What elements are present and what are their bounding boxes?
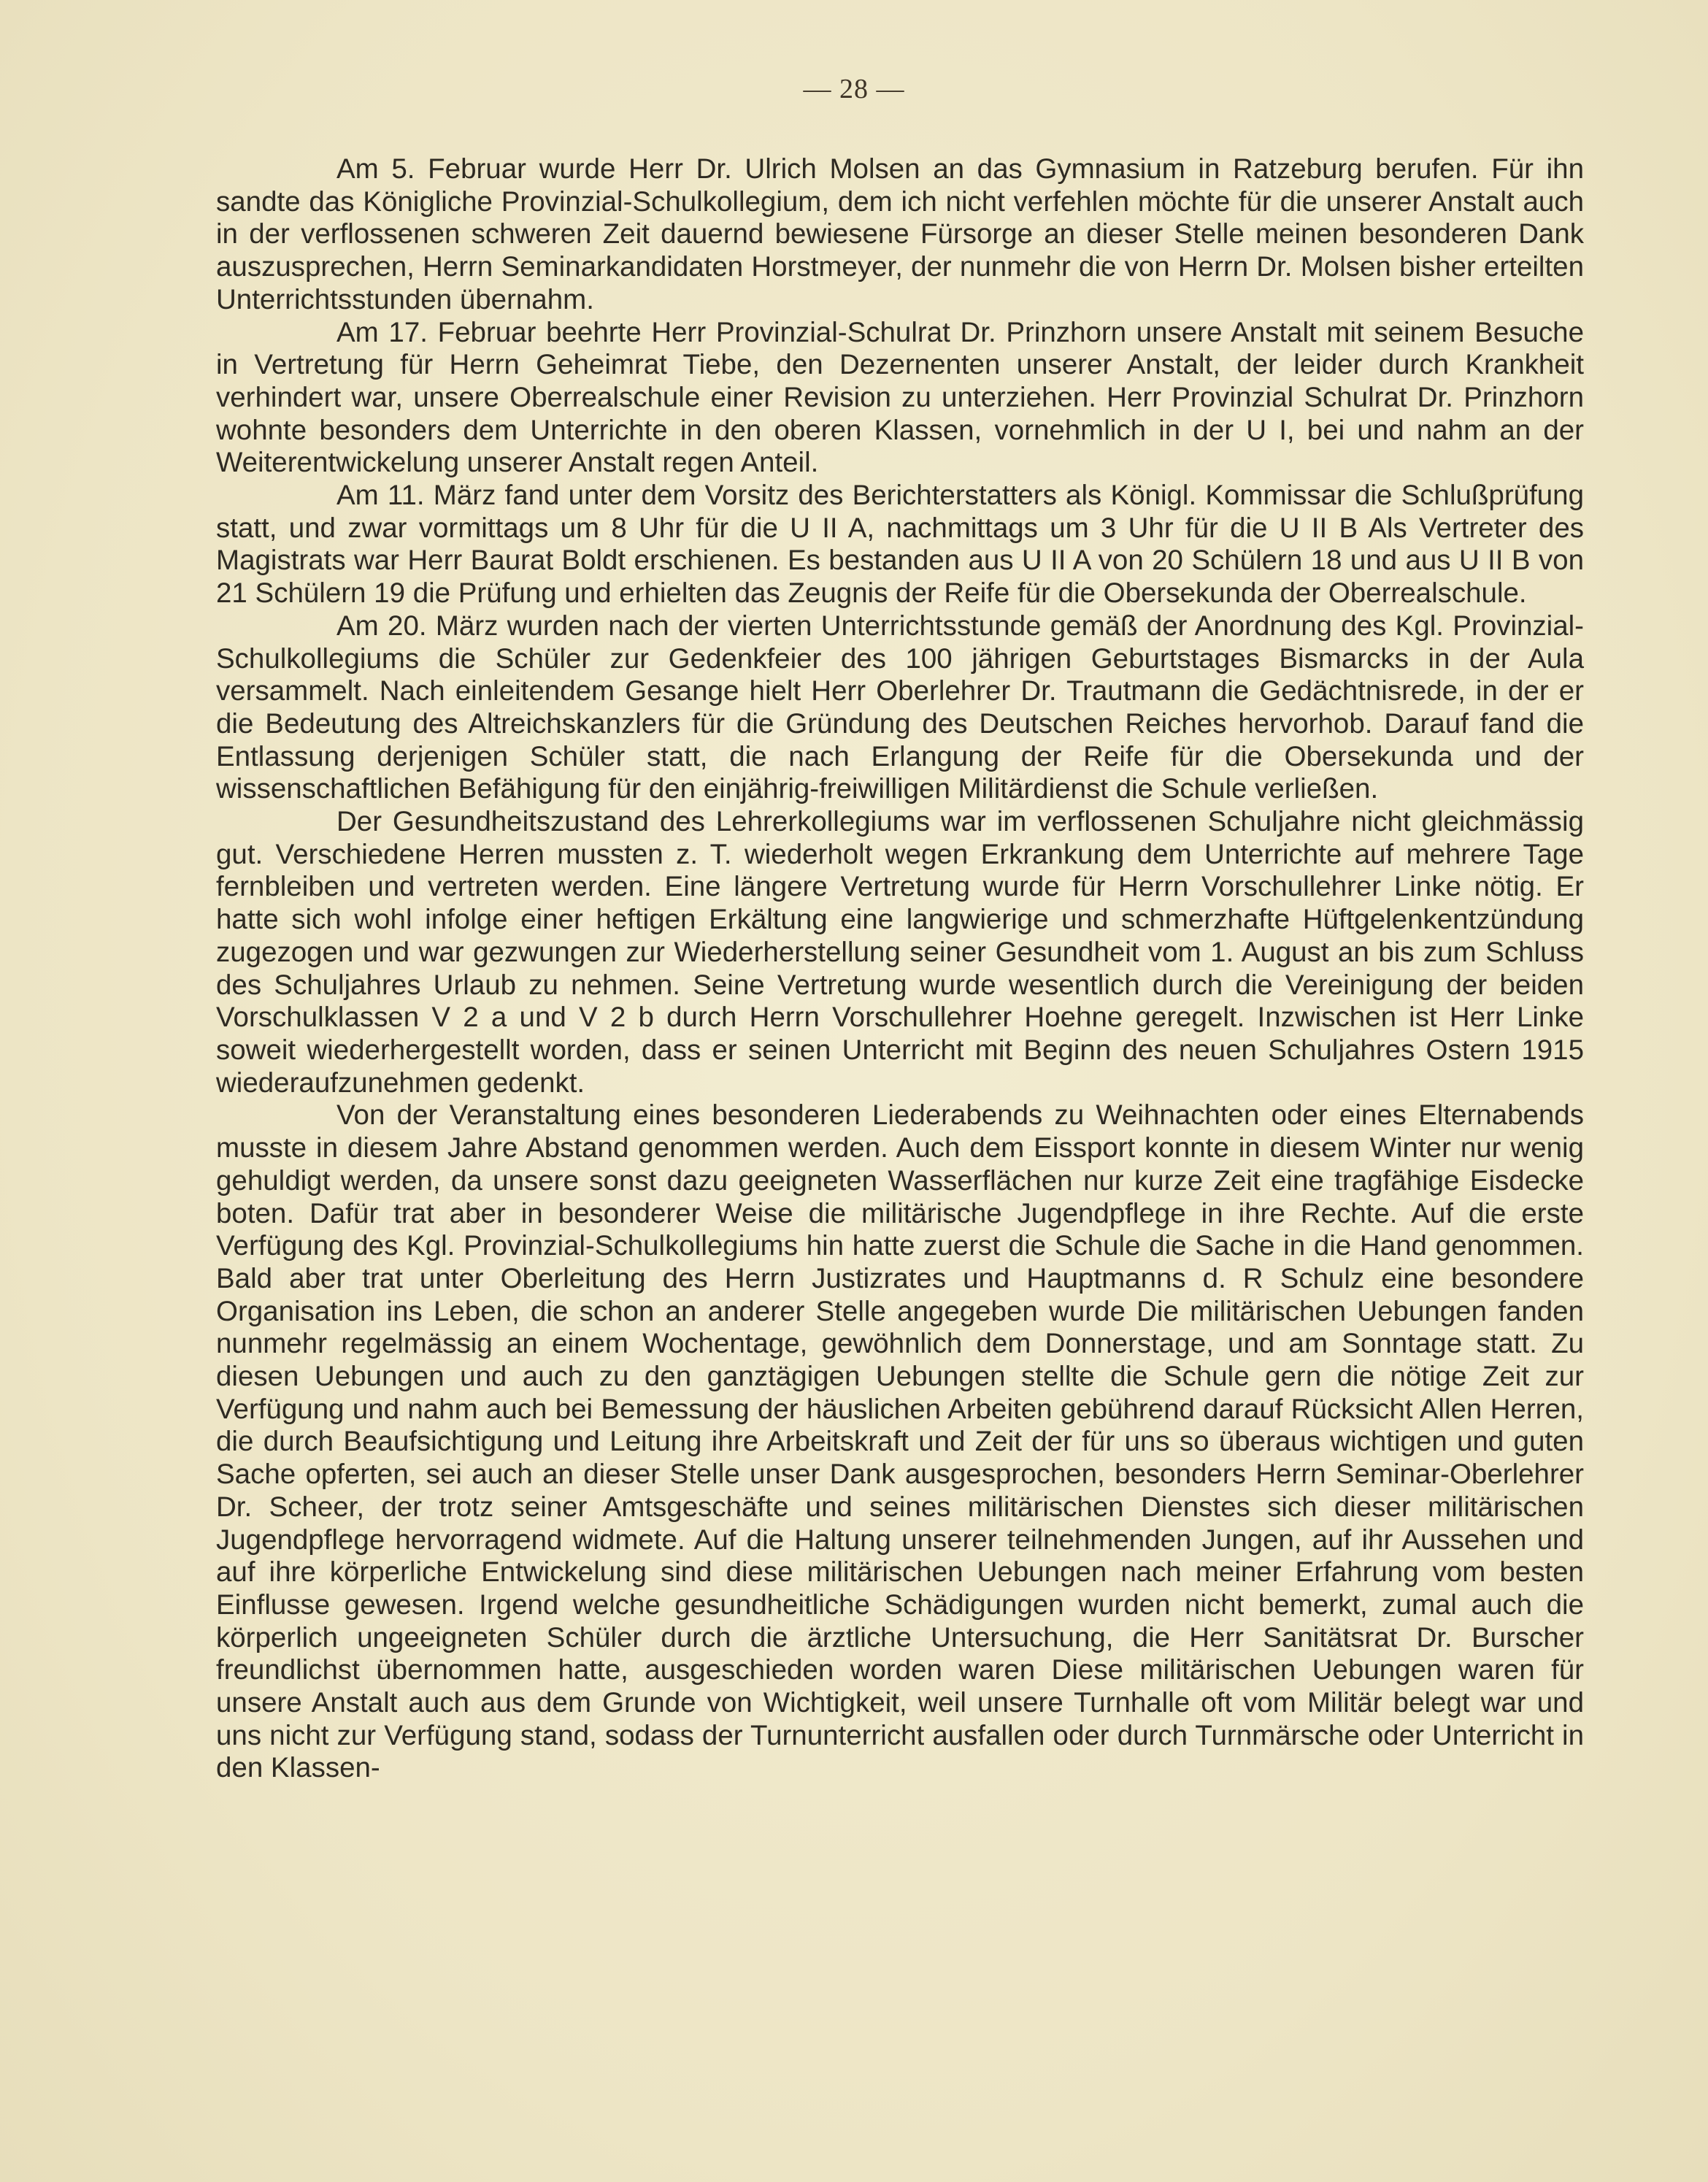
page-number: — 28 — [803,74,905,104]
paragraph-prinzhorn: Am 17. Februar beehrte Herr Provinzial-Schulrat Dr. Prinzhorn unsere Anstalt mit seinem Besuche in Vertretung für Herrn Geheimrat Tiebe, den Dezernenten unserer Anstalt, der leider durch Krankheit verhindert war, unsere Oberrealschule einer Revision zu unterziehen. Herr Provinzial Schulrat Dr. Prinzhorn wohnte besonders dem Unterrichte in den oberen Klassen, vornehmlich in der U I, bei und nahm an der Weiterentwickelung unserer Anstalt regen Anteil. [216,316,1584,479]
paragraph-bismarck-gedenkfeier: Am 20. März wurden nach der vierten Unterrichtsstunde gemäß der Anordnung des Kgl. Provinzial-Schulkollegiums die Schüler zur Gedenkfeier des 100 jährigen Geburtstages Bismarcks in der Aula versammelt. Nach einleitendem Gesange hielt Herr Oberlehrer Dr. Trautmann die Gedächtnisrede, in der er die Bedeutung des Altreichskanzlers für die Gründung des Deutschen Reiches hervorhob. Darauf fand die Entlassung derjenigen Schüler statt, die nach Erlangung der Reife für die Obersekunda und der wissenschaftlichen Befähigung für den einjährig-freiwilligen Militärdienst die Schule verließen. [216,610,1584,805]
paragraph-molsen: Am 5. Februar wurde Herr Dr. Ulrich Molsen an das Gymnasium in Ratzeburg berufen. Für ihn sandte das Königliche Provinzial-Schulkollegium, dem ich nicht verfehlen möchte für die unserer Anstalt auch in der verflossenen schweren Zeit dauernd bewiesene Fürsorge an dieser Stelle meinen besonderen Dank auszusprechen, Herrn Seminarkandidaten Horstmeyer, der nunmehr die von Herrn Dr. Molsen bisher erteilten Unterrichtsstunden übernahm. [216,153,1584,315]
paragraph-gesundheitszustand: Der Gesundheitszustand des Lehrerkollegiums war im verflossenen Schuljahre nicht gleichmässig gut. Verschiedene Herren mussten z. T. wiederholt wegen Erkrankung dem Unterrichte auf mehrere Tage fernbleiben und vertreten werden. Eine längere Vertretung wurde für Herrn Vorschullehrer Linke nötig. Er hatte sich wohl infolge einer heftigen Erkältung eine langwierige und schmerzhafte Hüftgelenkentzündung zugezogen und war gezwungen zur Wiederherstellung seiner Gesundheit vom 1. August an bis zum Schluss des Schuljahres Urlaub zu nehmen. Seine Vertretung wurde wesentlich durch die Vereinigung der beiden Vorschulklassen V 2 a und V 2 b durch Herrn Vorschullehrer Hoehne geregelt. Inzwischen ist Herr Linke soweit wiederhergestellt worden, dass er seinen Unterricht mit Beginn des neuen Schuljahres Ostern 1915 wiederaufzunehmen gedenkt. [216,806,1584,1099]
body-text [216,153,1584,1785]
paragraph-jugendpflege: Von der Veranstaltung eines besonderen Liederabends zu Weihnachten oder eines Elternabends musste in diesem Jahre Abstand genommen werden. Auch dem Eissport konnte in diesem Winter nur wenig gehuldigt werden, da unsere sonst dazu geeigneten Wasserflächen nur kurze Zeit eine tragfähige Eisdecke boten. Dafür trat aber in besonderer Weise die militärische Jugendpflege in ihre Rechte. Auf die erste Verfügung des Kgl. Provinzial-Schulkollegiums hin hatte zuerst die Schule die Sache in die Hand genommen. Bald aber trat unter Oberleitung des Herrn Justizrates und Hauptmanns d. R Schulz eine besondere Organisation ins Leben, die schon an anderer Stelle angegeben wurde Die militärischen Uebungen fanden nunmehr regelmässig an einem Wochentage, gewöhnlich dem Donnerstage, und am Sonntage statt. Zu diesen Uebungen und auch zu den ganztägigen Uebungen stellte die Schule gern die nötige Zeit zur Verfügung und nahm auch bei Bemessung der häuslichen Arbeiten gebührend darauf Rücksicht Allen Herren, die durch Beaufsichtigung und Leitung ihre Arbeitskraft und Zeit der für uns so überaus wichtigen und guten Sache opferten, sei auch an dieser Stelle unser Dank ausgesprochen, besonders Herrn Seminar-Oberlehrer Dr. Scheer, der trotz seiner Amtsgeschäfte und seines militärischen Dienstes sich dieser militärischen Jugendpflege hervorragend widmete. Auf die Haltung unserer teilnehmenden Jungen, auf ihr Aussehen und auf ihre körperliche Entwickelung sind diese militärischen Uebungen nach meiner Erfahrung vom besten Einflusse gewesen. Irgend welche gesundheitliche Schädigungen wurden nicht bemerkt, zumal auch die körperlich ungeeigneten Schüler durch die ärztliche Untersuchung, die Herr Sanitätsrat Dr. Burscher freundlichst übernommen hatte, ausgeschieden worden waren Diese militärischen Uebungen waren für unsere Anstalt auch aus dem Grunde von Wichtigkeit, weil unsere Turnhalle oft vom Militär belegt war und uns nicht zur Verfügung stand, sodass der Turnunterricht ausfallen oder durch Turnmärsche oder Unterricht in den Klassen- [216,1099,1584,1784]
paragraph-schlusspruefung: Am 11. März fand unter dem Vorsitz des Berichterstatters als Königl. Kommissar die Schlußprüfung statt, und zwar vormittags um 8 Uhr für die U II A, nachmittags um 3 Uhr für die U II B Als Vertreter des Magistrats war Herr Baurat Boldt erschienen. Es bestanden aus U II A von 20 Schülern 18 und aus U II B von 21 Schülern 19 die Prüfung und erhielten das Zeugnis der Reife für die Obersekunda der Oberrealschule. [216,480,1584,610]
